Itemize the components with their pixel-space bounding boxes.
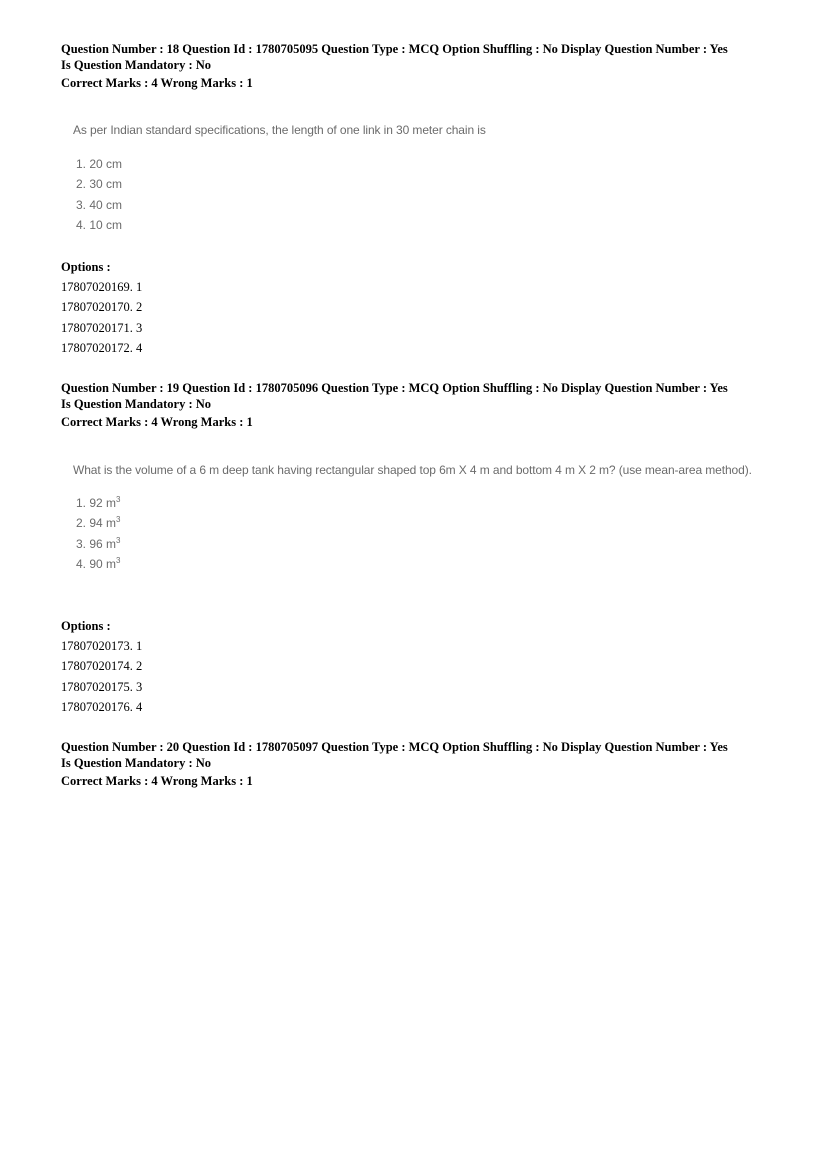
choice-item: 3. 96 $m^3$ xyxy=(76,535,121,551)
question-19-header xyxy=(61,380,781,430)
question-mandatory-line: Is Question Mandatory : No xyxy=(61,756,212,770)
question-text: As per Indian standard specifications, the length of one link in 30 meter chain is xyxy=(73,123,486,137)
question-marks-line: Correct Marks : 4 Wrong Marks : 1 xyxy=(61,774,253,788)
option-row: 17807020169. 1 xyxy=(61,280,143,294)
question-choices xyxy=(73,493,773,574)
question-20-header xyxy=(61,739,781,789)
question-mandatory-line: Is Question Mandatory : No xyxy=(61,58,212,72)
question-18-image xyxy=(73,120,773,235)
option-row: 17807020175. 3 xyxy=(61,679,143,694)
choice-item: 3. 40 cm xyxy=(76,197,123,212)
option-row: 17807020171. 3 xyxy=(61,320,143,335)
option-row: 17807020170. 2 xyxy=(61,300,143,315)
option-row: 17807020174. 2 xyxy=(61,659,143,674)
question-18-options xyxy=(61,257,142,358)
question-meta-line: Question Number : 20 Question Id : 1780705097 Question Type : MCQ Option Shuffling : No Display Question Number : Yes xyxy=(61,740,728,754)
choice-item: 1. 92 $m^3$ xyxy=(76,495,121,510)
choice-item: 1. 20 cm xyxy=(76,157,123,171)
option-row: 17807020176. 4 xyxy=(61,699,143,714)
question-marks-line: Correct Marks : 4 Wrong Marks : 1 xyxy=(61,415,253,429)
question-19-image xyxy=(73,460,773,574)
question-mandatory-line: Is Question Mandatory : No xyxy=(61,397,212,411)
choice-item: 2. 94 $m^3$ xyxy=(76,515,121,531)
question-marks-line: Correct Marks : 4 Wrong Marks : 1 xyxy=(61,76,253,90)
choice-item: 4. 90 $m^3$ xyxy=(76,555,121,571)
choice-item: 4. 10 cm xyxy=(76,217,123,232)
question-text: What is the volume of a 6 m deep tank having rectangular shaped top 6m X 4 m and bottom 4 m X 2 m? (use mean-area method). xyxy=(73,463,752,477)
question-meta-line: Question Number : 18 Question Id : 1780705095 Question Type : MCQ Option Shuffling : No Display Question Number : Yes xyxy=(61,42,728,56)
option-row: 17807020172. 4 xyxy=(61,340,143,355)
choice-item: 2. 30 cm xyxy=(76,177,123,192)
question-19-options xyxy=(61,616,142,717)
question-18-header xyxy=(61,41,781,91)
question-choices xyxy=(73,154,773,235)
options-label: Options : xyxy=(61,260,111,274)
options-label: Options : xyxy=(61,619,111,633)
question-meta-line: Question Number : 19 Question Id : 1780705096 Question Type : MCQ Option Shuffling : No Display Question Number : Yes xyxy=(61,381,728,395)
option-row: 17807020173. 1 xyxy=(61,639,143,653)
